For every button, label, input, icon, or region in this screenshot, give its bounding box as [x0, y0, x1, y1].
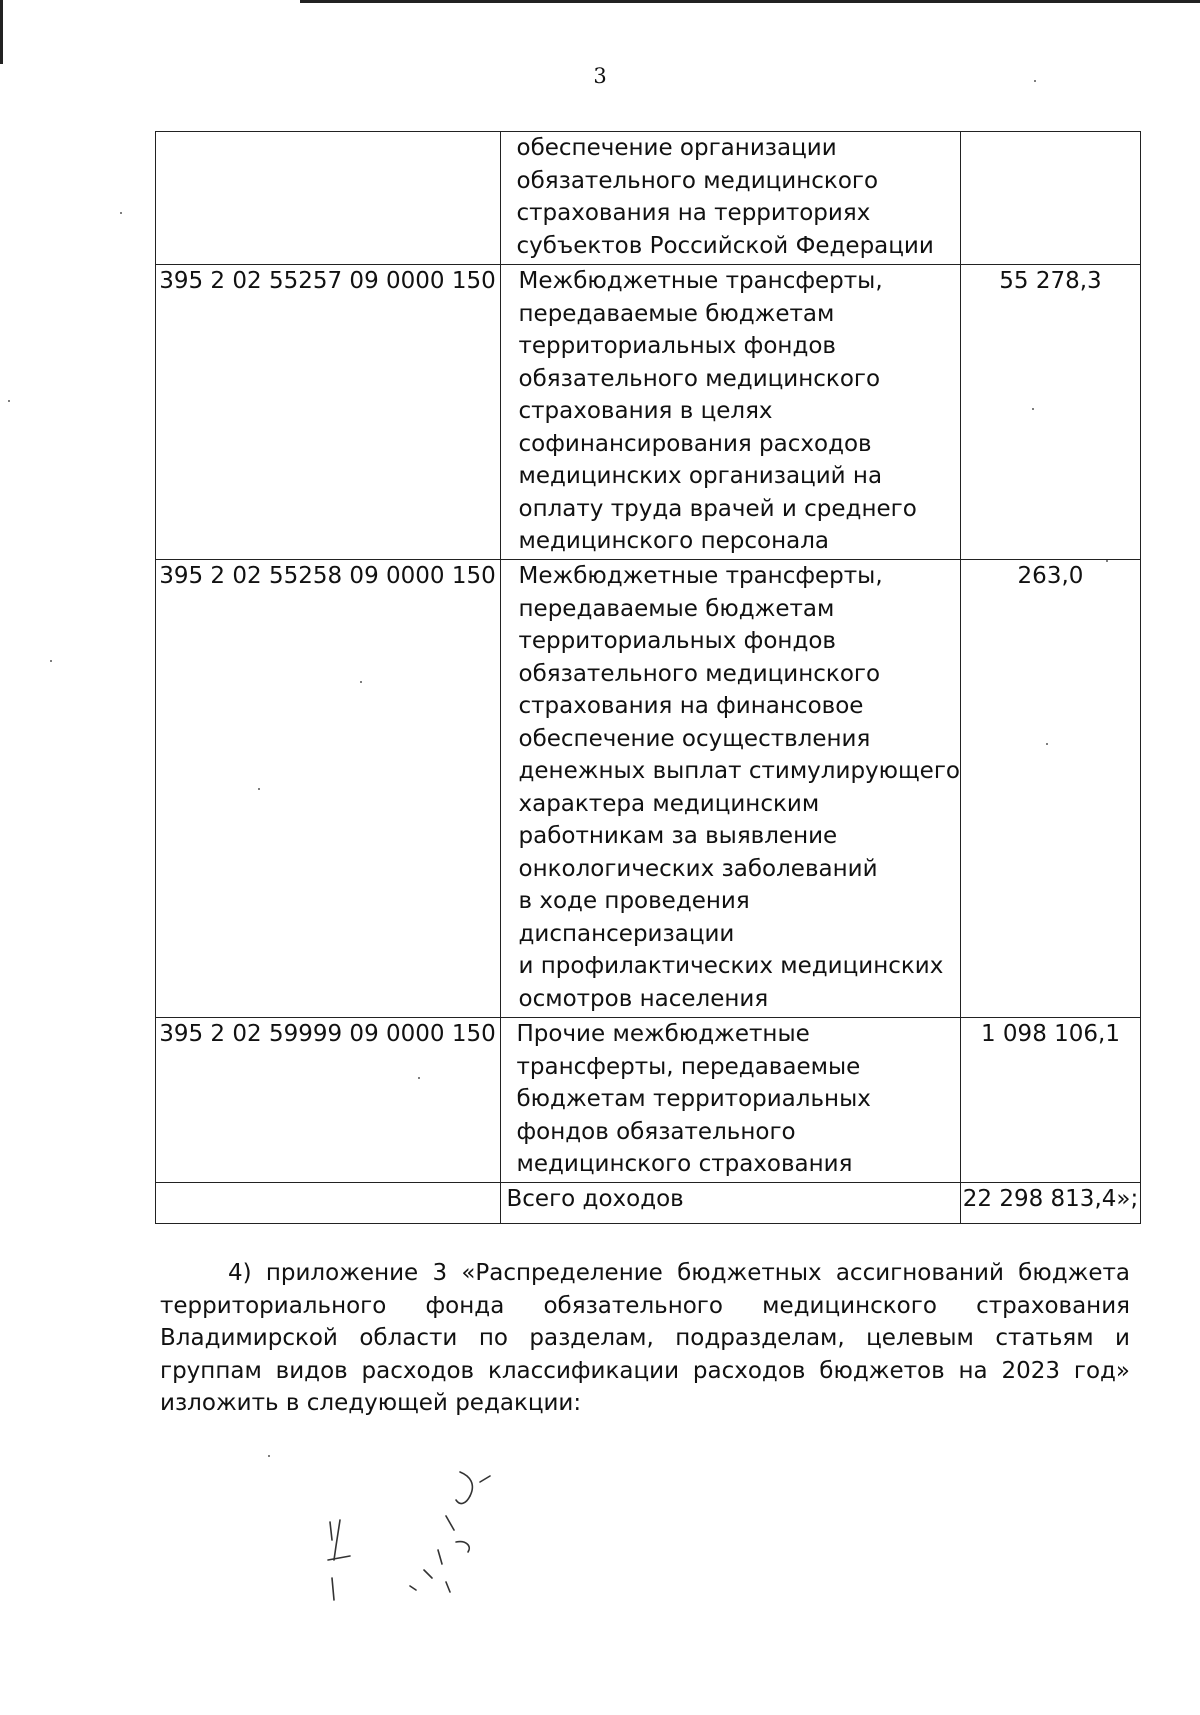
description-line: Межбюджетные трансферты, — [518, 563, 883, 589]
scan-edge-left — [0, 0, 3, 64]
description-line: медицинского страхования — [516, 1151, 853, 1177]
budget-code-cell: 395 2 02 55258 09 0000 150 — [155, 560, 500, 1018]
description-cell — [500, 560, 960, 1018]
scan-speck — [1032, 408, 1034, 410]
description-line: Прочие межбюджетные — [516, 1021, 810, 1047]
left-margin-cell — [0, 560, 155, 1018]
amount-cell: 263,0 — [960, 560, 1140, 1018]
description-line: субъектов Российской Федерации — [516, 232, 934, 259]
description-line: и профилактических медицинских — [518, 953, 944, 979]
page-number: 3 — [593, 64, 607, 88]
left-margin-cell — [0, 132, 155, 265]
description-line: фондов обязательного — [516, 1118, 796, 1145]
left-margin-cell — [0, 1018, 155, 1183]
amount-cell: 1 098 106,1 — [960, 1018, 1140, 1183]
budget-code-cell: 395 2 02 55257 09 0000 150 — [155, 265, 500, 560]
description-line: территориальных фондов — [518, 628, 836, 654]
description-line: денежных выплат стимулирующего — [518, 758, 960, 784]
description-line: трансферты, передаваемые — [516, 1053, 861, 1080]
handwritten-signature — [320, 1460, 520, 1640]
scan-speck — [50, 660, 52, 662]
description-line: софинансирования расходов — [518, 430, 872, 457]
description-line: бюджетам территориальных — [516, 1086, 871, 1112]
left-margin-cell — [0, 1183, 155, 1224]
table-row — [0, 1183, 1140, 1224]
description-line: обязательного медицинского — [518, 365, 881, 392]
description-line: передаваемые бюджетам — [518, 300, 835, 327]
table-row — [0, 132, 1140, 265]
budget-code-cell — [155, 132, 500, 265]
description-line: в ходе проведения — [518, 888, 750, 914]
description-line: характера медицинским — [518, 790, 820, 817]
description-line: страхования на территориях — [516, 200, 871, 226]
left-margin-cell — [0, 265, 155, 560]
description-line: оплату труда врачей и среднего — [518, 495, 917, 522]
description-line: страхования в целях — [518, 398, 773, 424]
description-line: Всего доходов — [506, 1186, 684, 1212]
description-line: обязательного медицинского — [518, 660, 881, 687]
scan-speck — [268, 1455, 270, 1457]
description-line: диспансеризации — [518, 920, 735, 947]
budget-code-cell — [155, 1183, 500, 1224]
description-cell — [500, 1018, 960, 1183]
description-line: онкологических заболеваний — [518, 855, 878, 882]
scan-speck — [258, 788, 260, 790]
table-row — [0, 560, 1140, 1018]
description-line: территориальных фондов — [518, 333, 836, 359]
scan-speck — [1034, 80, 1036, 82]
scan-speck — [120, 212, 122, 214]
description-line: передаваемые бюджетам — [518, 595, 835, 622]
scan-speck — [8, 400, 10, 402]
description-line: осмотров населения — [518, 985, 769, 1012]
scan-edge-top — [300, 0, 1200, 3]
amount-cell: 55 278,3 — [960, 265, 1140, 560]
table-row — [0, 1018, 1140, 1183]
description-line: медицинского персонала — [518, 528, 829, 554]
description-line: медицинских организаций на — [518, 463, 883, 489]
description-line: работникам за выявление — [518, 823, 838, 849]
description-line: обеспечение организации — [516, 135, 837, 161]
description-line: обеспечение осуществления — [518, 725, 871, 752]
description-cell — [500, 265, 960, 560]
description-line: страхования на финансовое — [518, 693, 864, 719]
scan-speck — [1046, 743, 1048, 745]
amount-cell — [960, 132, 1140, 265]
description-cell — [500, 1183, 960, 1224]
description-line: обязательного медицинского — [516, 167, 879, 194]
description-line: Межбюджетные трансферты, — [518, 268, 883, 294]
revenue-table-body — [0, 132, 1140, 1224]
description-cell — [500, 132, 960, 265]
revenue-table — [0, 131, 1141, 1224]
scan-speck — [418, 1077, 420, 1079]
amount-cell: 22 298 813,4»; — [960, 1183, 1140, 1224]
amendment-paragraph: 4) приложение 3 «Распределение бюджетных ассигнований бюджета территориального фонда обязательного медицинского страхования Владимирской области по разделам, подразделам, целевым статьям и группам видов расходов классификации расходов бюджетов на 2023 год» изложить в следующей редакции: — [160, 1260, 1130, 1416]
budget-code-cell: 395 2 02 59999 09 0000 150 — [155, 1018, 500, 1183]
scan-speck — [1106, 560, 1108, 562]
scan-speck — [360, 681, 362, 683]
table-row — [0, 265, 1140, 560]
